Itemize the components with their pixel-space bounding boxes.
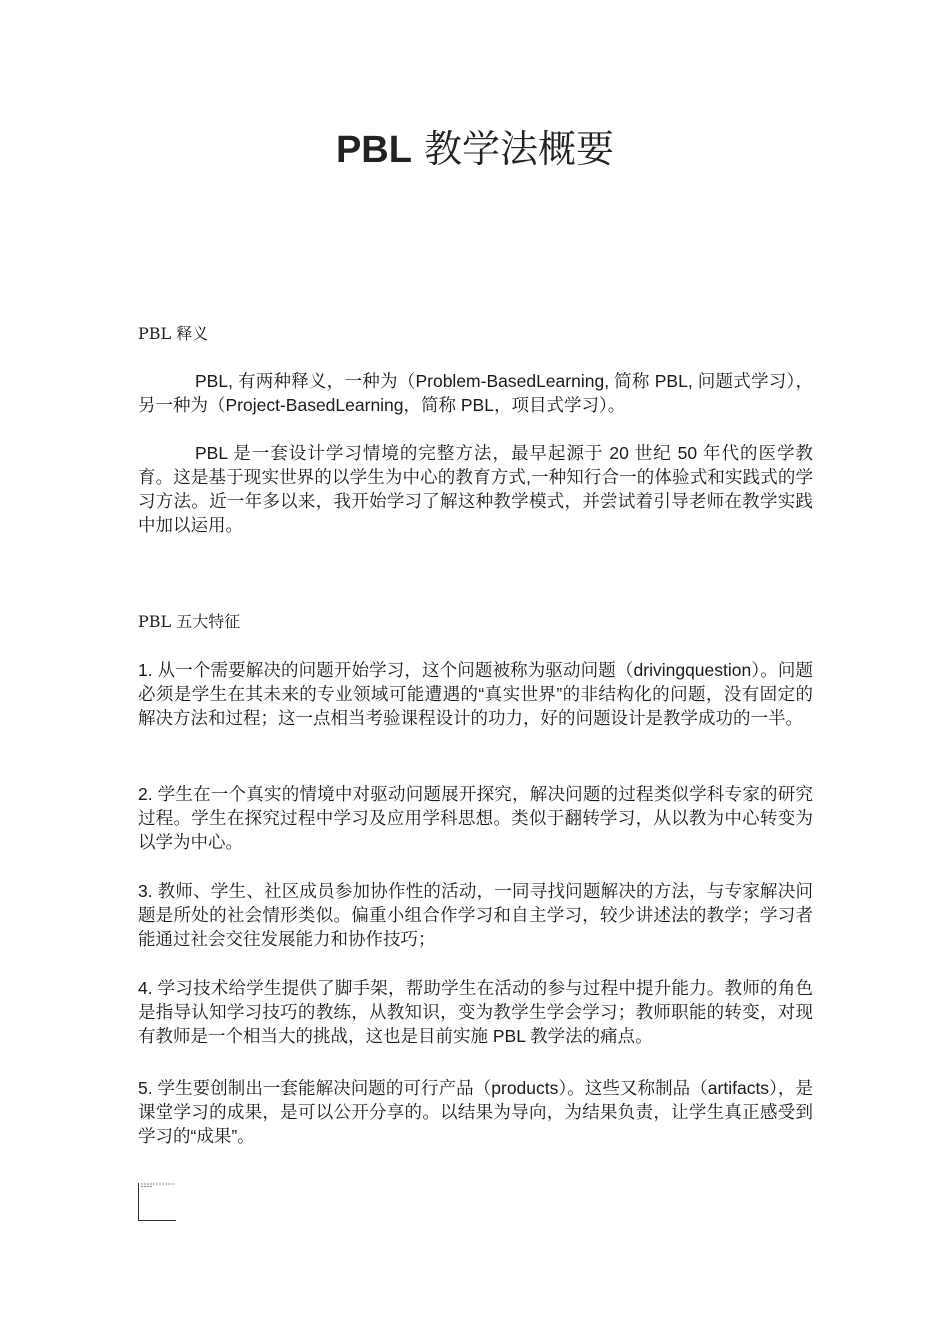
feature-text: 5. 学生要创制出一套能解决问题的可行产品（products）。这些又称制品（artifacts），是课堂学习的成果，是可以公开分享的。以结果为导向，为结果负责，让学生真正感受到学习的“成果”。 [138,1078,813,1146]
feature-text: 2. 学生在一个真实的情境中对驱动问题展开探究，解决问题的过程类似学科专家的研究过程。学生在探究过程中学习及应用学科思想。类似于翻转学习，从以教为中心转变为以学为中心。 [138,784,813,852]
definition-paragraph-1 [138,369,813,417]
feature-item-5 [138,1076,813,1148]
page-thumbnail-corner [138,1183,176,1221]
document-title [0,118,950,181]
feature-item-2 [138,782,813,854]
feature-text: 3. 教师、学生、社区成员参加协作性的活动，一同寻找问题解决的方法，与专家解决问题是所处的社会情形类似。偏重小组合作学习和自主学习，较少讲述法的教学；学习者能通过社会交往发展能力和协作技巧； [138,881,813,949]
feature-item-1 [138,658,813,730]
feature-text: 1. 从一个需要解决的问题开始学习，这个问题被称为驱动问题（drivingquestion）。问题必须是学生在其未来的专业领域可能遭遇的“真实世界”的非结构化的问题，没有固定的解决方法和过程；这一点相当考验课程设计的功力，好的问题设计是教学成功的一半。 [138,660,813,728]
definition-paragraph-2 [138,441,813,537]
title-latin: PBL [335,129,412,171]
section-heading-definition [138,322,813,346]
paragraph-text: PBL 是一套设计学习情境的完整方法，最早起源于 20 世纪 50 年代的医学教育。这是基于现实世界的以学生为中心的教育方式,一种知行合一的体验式和实践式的学习方法。近一年多以来，我开始学习了解这种教学模式，并尝试着引导老师在教学实践中加以运用。 [138,443,813,535]
paragraph-text: PBL, 有两种释义，一种为（Problem-BasedLearning, 简称 PBL, 问题式学习），另一种为（Project-BasedLearning，简称 PBL，项目式学习）。 [138,371,813,415]
title-chinese: 教学法概要 [411,127,615,171]
section-heading-features [138,610,813,634]
feature-text: 4. 学习技术给学生提供了脚手架，帮助学生在活动的参与过程中提升能力。教师的角色是指导认知学习技巧的教练，从教知识，变为教学生学会学习；教师职能的转变，对现有教师是一个相当大的挑战，这也是目前实施 PBL 教学法的痛点。 [138,978,813,1046]
section-heading-text: PBL 释义 [138,324,209,343]
feature-item-3 [138,879,813,951]
feature-item-4 [138,976,813,1048]
tiny-text-scribble-icon [141,1183,175,1189]
section-heading-text: PBL 五大特征 [138,612,241,631]
